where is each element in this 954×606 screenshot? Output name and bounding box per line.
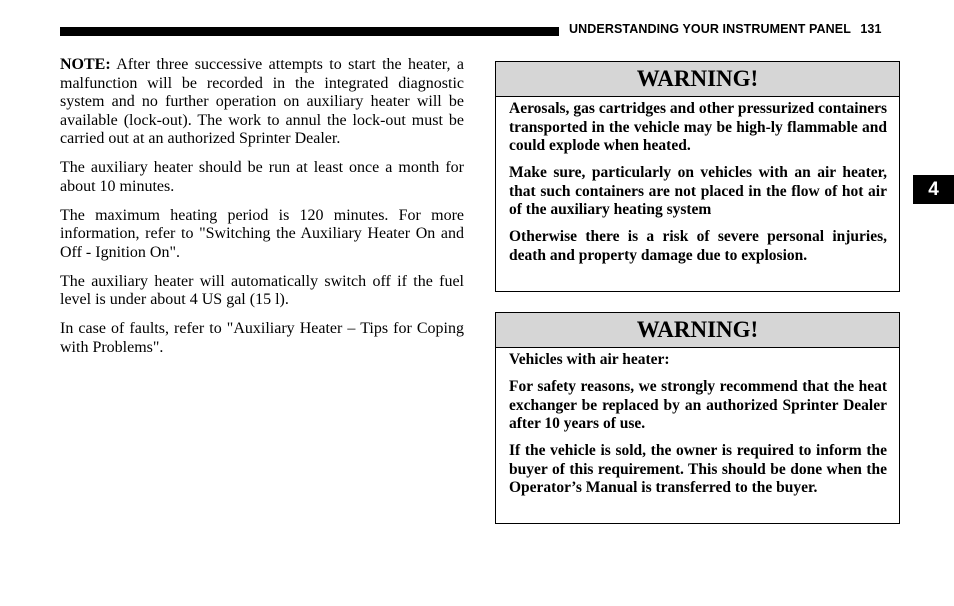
body-paragraph: In case of faults, refer to "Auxiliary Heater – Tips for Coping with Problems".	[60, 320, 464, 356]
chapter-tab: 4	[913, 175, 954, 204]
warning-paragraph: If the vehicle is sold, the owner is required to inform the buyer of this requirement. This should be done when the Operator’s Manual is transferred to the buyer.	[509, 442, 887, 496]
body-paragraph: The auxiliary heater should be run at least once a month for about 10 minutes.	[60, 159, 464, 195]
note-text: After three successive attempts to start the heater, a malfunction will be recorded in the integrated diagnostic system and no further operation on auxiliary heater will be available (lock-out). The work to annul the lock-out must be carried out at an authorized Sprinter Dealer.	[60, 56, 464, 147]
note-paragraph	[60, 56, 464, 149]
header-rule	[60, 27, 559, 36]
body-paragraph: The maximum heating period is 120 minutes. For more information, refer to "Switching the Auxiliary Heater On and Off - Ignition On".	[60, 206, 464, 261]
warning-body	[496, 348, 899, 504]
body-paragraph: The auxiliary heater will automatically switch off if the fuel level is under about 4 US gal (15 l).	[60, 272, 464, 308]
left-column	[60, 56, 464, 368]
note-label: NOTE:	[60, 56, 111, 73]
warning-title: WARNING!	[496, 313, 899, 348]
warning-paragraph: For safety reasons, we strongly recommend that the heat exchanger be replaced by an authorized Sprinter Dealer after 10 years of use.	[509, 378, 887, 432]
running-head	[569, 22, 899, 36]
warning-box-pressurized-containers	[495, 61, 900, 292]
warning-paragraph: Aerosals, gas cartridges and other pressurized containers transported in the vehicle may be high-ly flammable and could explode when heated.	[509, 100, 887, 154]
warning-body	[496, 97, 899, 271]
running-title: UNDERSTANDING YOUR INSTRUMENT PANEL	[569, 22, 851, 36]
warning-paragraph: Vehicles with air heater:	[509, 351, 670, 368]
warning-paragraph: Otherwise there is a risk of severe personal injuries, death and property damage due to explosion.	[509, 228, 887, 264]
warning-paragraph: Make sure, particularly on vehicles with an air heater, that such containers are not placed in the flow of hot air of the auxiliary heating system	[509, 164, 887, 218]
warning-title: WARNING!	[496, 62, 899, 97]
page-number: 131	[860, 22, 882, 36]
warning-box-heat-exchanger	[495, 312, 900, 524]
